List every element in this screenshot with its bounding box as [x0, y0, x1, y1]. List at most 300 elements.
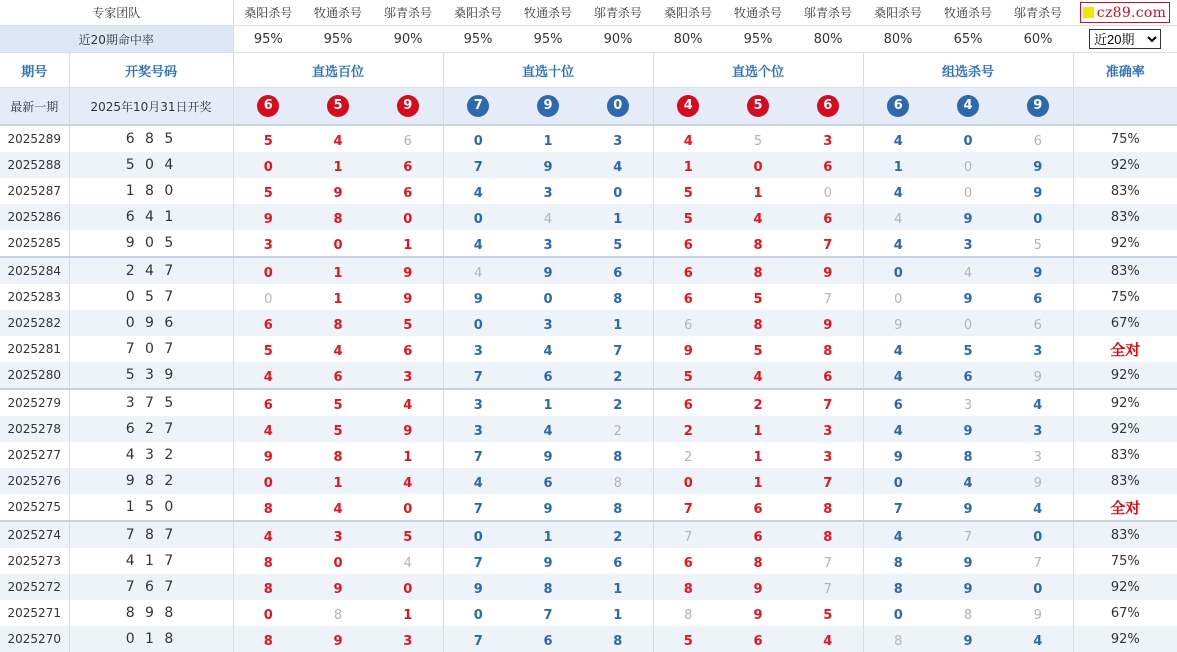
- kill-cell: [583, 494, 653, 521]
- kill-number: 8: [263, 501, 273, 517]
- kill-cell: [933, 204, 1003, 230]
- kill-number-miss: 7: [1033, 555, 1042, 571]
- kill-number: 4: [543, 423, 553, 439]
- kill-number: 8: [613, 633, 623, 649]
- kill-number: 4: [893, 369, 903, 385]
- kill-number: 6: [683, 555, 693, 571]
- table-row: [0, 257, 1177, 284]
- kill-cell: [513, 230, 583, 257]
- kill-cell: [933, 389, 1003, 416]
- table-row: [0, 204, 1177, 230]
- kill-cell: [653, 521, 723, 548]
- kill-number: 7: [823, 475, 833, 491]
- kill-number: 1: [403, 237, 413, 253]
- latest-ball: 4: [677, 95, 699, 117]
- kill-cell: [513, 548, 583, 574]
- kill-cell: [723, 178, 793, 204]
- kill-cell: [1003, 310, 1073, 336]
- kill-cell: [1003, 574, 1073, 600]
- table-row: [0, 600, 1177, 626]
- kill-number: 1: [613, 607, 623, 623]
- kill-cell: [373, 125, 443, 152]
- kill-cell: [513, 442, 583, 468]
- kill-cell: [233, 442, 303, 468]
- kill-number: 0: [1033, 211, 1043, 227]
- table-row: [0, 125, 1177, 152]
- kill-number: 6: [403, 159, 413, 175]
- kill-number: 3: [543, 237, 553, 253]
- kill-number: 5: [823, 607, 833, 623]
- latest-ball-cell: [513, 88, 583, 126]
- kill-number: 3: [473, 423, 483, 439]
- kill-number: 7: [473, 501, 483, 517]
- draw-number-cell: 0 9 6: [69, 310, 233, 336]
- kill-number: 4: [963, 475, 973, 491]
- kill-number: 4: [1033, 397, 1043, 413]
- accuracy-cell: 92%: [1110, 235, 1140, 251]
- kill-number: 1: [403, 449, 413, 465]
- draw-number-cell: 8 9 8: [69, 600, 233, 626]
- kill-number: 7: [823, 237, 833, 253]
- kill-cell: [933, 574, 1003, 600]
- kill-cell: [1003, 178, 1073, 204]
- kill-cell: [583, 389, 653, 416]
- kill-number: 9: [963, 581, 973, 597]
- kill-cell: [793, 626, 863, 652]
- kill-cell: [513, 494, 583, 521]
- kill-cell: [443, 416, 513, 442]
- kill-cell: [373, 600, 443, 626]
- kill-number: 0: [893, 607, 903, 623]
- kill-cell: [583, 626, 653, 652]
- latest-ball: 4: [957, 95, 979, 117]
- kill-cell: [233, 548, 303, 574]
- kill-cell: [653, 362, 723, 389]
- kill-number: 3: [823, 449, 833, 465]
- period-select-cell: [1073, 26, 1177, 53]
- period-select[interactable]: [1089, 29, 1161, 49]
- kill-cell: [233, 125, 303, 152]
- kill-number: 1: [753, 423, 763, 439]
- draw-number-cell: 6 2 7: [69, 416, 233, 442]
- kill-cell: [863, 574, 933, 600]
- kill-cell: [793, 152, 863, 178]
- kill-number: 8: [543, 581, 553, 597]
- kill-cell: [373, 284, 443, 310]
- latest-accuracy-cell: [1073, 88, 1177, 126]
- issue-cell: 2025282: [0, 310, 69, 336]
- kill-number: 0: [403, 211, 413, 227]
- accuracy-cell: 75%: [1110, 553, 1140, 569]
- kill-cell: [723, 574, 793, 600]
- kill-cell: [443, 548, 513, 574]
- kill-cell: [233, 574, 303, 600]
- kill-number: 1: [613, 317, 623, 333]
- kill-cell: [513, 178, 583, 204]
- kill-cell: [583, 416, 653, 442]
- kill-cell: [303, 600, 373, 626]
- kill-cell: [443, 626, 513, 652]
- kill-number: 2: [683, 423, 693, 439]
- kill-cell: [373, 178, 443, 204]
- kill-cell: [1003, 362, 1073, 389]
- kill-cell: [233, 178, 303, 204]
- kill-cell: [513, 416, 583, 442]
- kill-number: 5: [683, 369, 693, 385]
- kill-number: 3: [543, 185, 553, 201]
- expert-name: 牧通杀号: [303, 0, 373, 26]
- kill-cell: [303, 310, 373, 336]
- site-logo[interactable]: [1080, 2, 1170, 23]
- kill-cell: [303, 574, 373, 600]
- kill-number: 7: [473, 449, 483, 465]
- kill-cell: [373, 152, 443, 178]
- kill-number: 4: [753, 211, 763, 227]
- hit-rate: 95%: [303, 26, 373, 53]
- kill-cell: [793, 178, 863, 204]
- kill-number: 1: [543, 529, 553, 545]
- kill-number: 9: [963, 291, 973, 307]
- kill-number: 6: [543, 369, 553, 385]
- kill-cell: [513, 204, 583, 230]
- kill-number: 2: [613, 369, 623, 385]
- kill-cell: [513, 389, 583, 416]
- kill-cell: [863, 362, 933, 389]
- kill-cell: [653, 310, 723, 336]
- kill-number-miss: 4: [474, 265, 483, 281]
- accuracy-cell: 92%: [1073, 416, 1177, 442]
- kill-cell: [303, 125, 373, 152]
- kill-number: 9: [823, 265, 833, 281]
- kill-cell: [373, 548, 443, 574]
- kill-cell: [653, 336, 723, 362]
- kill-cell: [653, 284, 723, 310]
- kill-cell: [723, 152, 793, 178]
- kill-number: 3: [263, 237, 273, 253]
- group-header-group-kill: 组选杀号: [863, 53, 1073, 88]
- accuracy-cell: 75%: [1110, 289, 1140, 305]
- kill-cell: [933, 178, 1003, 204]
- kill-cell: [863, 442, 933, 468]
- table-row: [0, 230, 1177, 257]
- kill-number-miss: 3: [963, 397, 973, 413]
- kill-cell: [863, 204, 933, 230]
- kill-number: 5: [403, 529, 413, 545]
- hit-rate: 80%: [653, 26, 723, 53]
- hit-rate: 95%: [443, 26, 513, 53]
- accuracy-cell: 92%: [1073, 152, 1177, 178]
- kill-cell: [583, 310, 653, 336]
- kill-number: 1: [893, 159, 903, 175]
- kill-cell: [233, 521, 303, 548]
- kill-cell: [443, 257, 513, 284]
- kill-number: 8: [613, 291, 623, 307]
- kill-number: 8: [753, 555, 763, 571]
- issue-cell: 2025280: [0, 362, 69, 389]
- kill-cell: [373, 389, 443, 416]
- kill-cell: [793, 574, 863, 600]
- kill-cell: [723, 284, 793, 310]
- kill-number: 1: [613, 211, 623, 227]
- kill-cell: [933, 442, 1003, 468]
- kill-number: 9: [543, 501, 553, 517]
- latest-ball-cell: [793, 88, 863, 126]
- kill-number: 6: [753, 633, 763, 649]
- kill-cell: [233, 416, 303, 442]
- accuracy-cell: 75%: [1110, 131, 1140, 147]
- kill-cell: [793, 336, 863, 362]
- kill-cell: [443, 310, 513, 336]
- kill-cell: [863, 468, 933, 494]
- kill-cell: [933, 548, 1003, 574]
- kill-number: 0: [613, 185, 623, 201]
- kill-cell: [513, 626, 583, 652]
- kill-cell: [583, 521, 653, 548]
- kill-cell: [583, 257, 653, 284]
- kill-number: 5: [753, 343, 763, 359]
- accuracy-cell: 全对: [1110, 340, 1141, 359]
- kill-cell: [793, 362, 863, 389]
- kill-number: 4: [403, 475, 413, 491]
- kill-cell: [863, 310, 933, 336]
- expert-name: 邬青杀号: [583, 0, 653, 26]
- table-row: [0, 416, 1177, 442]
- kill-number: 3: [403, 633, 413, 649]
- kill-number: 0: [1033, 529, 1043, 545]
- kill-cell: [653, 389, 723, 416]
- kill-number: 6: [753, 501, 763, 517]
- kill-cell: [723, 468, 793, 494]
- latest-ball: 9: [397, 95, 419, 117]
- kill-cell: [863, 600, 933, 626]
- kill-cell: [863, 548, 933, 574]
- kill-cell: [723, 548, 793, 574]
- kill-number-miss: 6: [1033, 317, 1042, 333]
- kill-number: 3: [963, 237, 973, 253]
- draw-number-cell: 9 0 5: [69, 230, 233, 257]
- kill-number: 9: [1033, 185, 1043, 201]
- latest-ball-cell: [933, 88, 1003, 126]
- expert-name: 桑阳杀号: [233, 0, 303, 26]
- accuracy-cell: 67%: [1110, 605, 1140, 621]
- kill-number: 2: [613, 529, 623, 545]
- kill-number: 9: [403, 291, 413, 307]
- latest-ball-cell: [863, 88, 933, 126]
- kill-cell: [793, 600, 863, 626]
- kill-number: 9: [333, 633, 343, 649]
- kill-number: 9: [403, 423, 413, 439]
- table-row: [0, 336, 1177, 362]
- table-row: [0, 310, 1177, 336]
- draw-number-cell: 7 6 7: [69, 574, 233, 600]
- kill-number: 6: [613, 555, 623, 571]
- hit-rate: 95%: [233, 26, 303, 53]
- kill-number: 5: [263, 133, 273, 149]
- kill-cell: [513, 152, 583, 178]
- kill-number: 9: [333, 185, 343, 201]
- kill-number: 0: [473, 529, 483, 545]
- kill-number: 5: [613, 237, 623, 253]
- kill-number: 4: [683, 133, 693, 149]
- kill-number: 0: [263, 607, 273, 623]
- kill-number: 6: [893, 397, 903, 413]
- kill-number: 9: [543, 449, 553, 465]
- kill-number: 1: [753, 185, 763, 201]
- kill-cell: [723, 494, 793, 521]
- kill-cell: [583, 125, 653, 152]
- kill-number: 0: [1033, 581, 1043, 597]
- kill-cell: [1003, 336, 1073, 362]
- kill-number: 9: [263, 211, 273, 227]
- kill-cell: [933, 494, 1003, 521]
- kill-cell: [1003, 284, 1073, 310]
- kill-cell: [583, 442, 653, 468]
- kill-number-miss: 9: [1033, 475, 1042, 491]
- accuracy-cell: 83%: [1073, 468, 1177, 494]
- kill-cell: [653, 548, 723, 574]
- kill-cell: [233, 230, 303, 257]
- latest-ball: 6: [257, 95, 279, 117]
- logo-cell: [1073, 0, 1177, 26]
- latest-ball: 5: [327, 95, 349, 117]
- kill-number: 9: [1033, 159, 1043, 175]
- kill-number-miss: 9: [1033, 607, 1042, 623]
- kill-number: 9: [683, 343, 693, 359]
- hit-rate-label: 近20期命中率: [0, 26, 233, 53]
- issue-cell: 2025289: [0, 125, 69, 152]
- kill-number: 4: [753, 369, 763, 385]
- expert-name: 牧通杀号: [723, 0, 793, 26]
- kill-number-miss: 0: [894, 291, 903, 307]
- kill-number: 8: [893, 555, 903, 571]
- kill-cell: [233, 336, 303, 362]
- kill-number: 1: [333, 475, 343, 491]
- kill-cell: [933, 362, 1003, 389]
- group-header-hundreds: 直选百位: [233, 53, 443, 88]
- kill-number: 9: [333, 581, 343, 597]
- kill-cell: [653, 600, 723, 626]
- issue-cell: 2025277: [0, 442, 69, 468]
- issue-cell: 2025273: [0, 548, 69, 574]
- kill-number: 8: [263, 581, 273, 597]
- issue-cell: 2025279: [0, 389, 69, 416]
- expert-name: 桑阳杀号: [863, 0, 933, 26]
- kill-cell: [583, 548, 653, 574]
- column-header-row: [0, 53, 1177, 88]
- kill-cell: [1003, 152, 1073, 178]
- draw-number-cell: 9 8 2: [69, 468, 233, 494]
- kill-number: 7: [473, 369, 483, 385]
- table-row: [0, 494, 1177, 521]
- hit-rate: 90%: [373, 26, 443, 53]
- kill-cell: [1003, 389, 1073, 416]
- kill-number: 8: [823, 501, 833, 517]
- kill-number: 9: [1033, 265, 1043, 281]
- kill-number: 9: [893, 449, 903, 465]
- kill-cell: [653, 178, 723, 204]
- kill-cell: [233, 389, 303, 416]
- kill-cell: [933, 468, 1003, 494]
- table-row: [0, 521, 1177, 548]
- kill-number: 0: [963, 133, 973, 149]
- kill-number: 1: [333, 291, 343, 307]
- kill-cell: [303, 362, 373, 389]
- kill-cell: [513, 284, 583, 310]
- kill-cell: [933, 152, 1003, 178]
- latest-row: [0, 88, 1177, 126]
- kill-number: 7: [473, 555, 483, 571]
- kill-cell: [303, 230, 373, 257]
- latest-ball: 6: [817, 95, 839, 117]
- expert-name: 邬青杀号: [1003, 0, 1073, 26]
- draw-number-cell: 6 4 1: [69, 204, 233, 230]
- kill-cell: [723, 600, 793, 626]
- kill-number: 4: [263, 529, 273, 545]
- accuracy-cell: 全对: [1110, 498, 1141, 517]
- kill-number-miss: 4: [403, 555, 412, 571]
- kill-cell: [233, 310, 303, 336]
- kill-cell: [793, 284, 863, 310]
- kill-number: 4: [893, 237, 903, 253]
- kill-number-miss: 3: [1033, 449, 1042, 465]
- kill-cell: [373, 257, 443, 284]
- kill-cell: [793, 389, 863, 416]
- kill-number: 6: [333, 369, 343, 385]
- draw-number-cell: 0 1 8: [69, 626, 233, 652]
- kill-cell: [723, 521, 793, 548]
- kill-number-miss: 4: [543, 211, 553, 227]
- draw-number-cell: 3 7 5: [69, 389, 233, 416]
- expert-name: 邬青杀号: [793, 0, 863, 26]
- kill-cell: [303, 284, 373, 310]
- latest-ball-cell: [373, 88, 443, 126]
- issue-cell: 2025283: [0, 284, 69, 310]
- kill-cell: [1003, 468, 1073, 494]
- kill-number: 9: [823, 317, 833, 333]
- kill-number: 8: [613, 449, 623, 465]
- kill-cell: [443, 336, 513, 362]
- logo-text: cz89.com: [1096, 4, 1167, 21]
- kill-cell: [443, 494, 513, 521]
- kill-cell: [443, 284, 513, 310]
- kill-cell: [233, 600, 303, 626]
- kill-number: 1: [753, 449, 763, 465]
- kill-number: 6: [683, 265, 693, 281]
- kill-number: 3: [543, 317, 553, 333]
- expert-name: 邬青杀号: [373, 0, 443, 26]
- kill-cell: [303, 521, 373, 548]
- kill-number: 6: [543, 633, 553, 649]
- kill-cell: [303, 416, 373, 442]
- table-row: [0, 626, 1177, 652]
- kill-number: 4: [263, 423, 273, 439]
- kill-number: 1: [333, 265, 343, 281]
- kill-number-miss: 4: [963, 265, 973, 281]
- kill-cell: [653, 626, 723, 652]
- kill-number: 4: [893, 529, 903, 545]
- kill-number-miss: 8: [333, 607, 343, 623]
- kill-cell: [373, 362, 443, 389]
- kill-cell: [513, 336, 583, 362]
- kill-cell: [653, 574, 723, 600]
- issue-cell: 2025281: [0, 336, 69, 362]
- issue-header: 期号: [0, 53, 69, 88]
- kill-number: 5: [683, 211, 693, 227]
- kill-cell: [443, 230, 513, 257]
- kill-cell: [233, 494, 303, 521]
- kill-cell: [863, 284, 933, 310]
- kill-cell: [723, 626, 793, 652]
